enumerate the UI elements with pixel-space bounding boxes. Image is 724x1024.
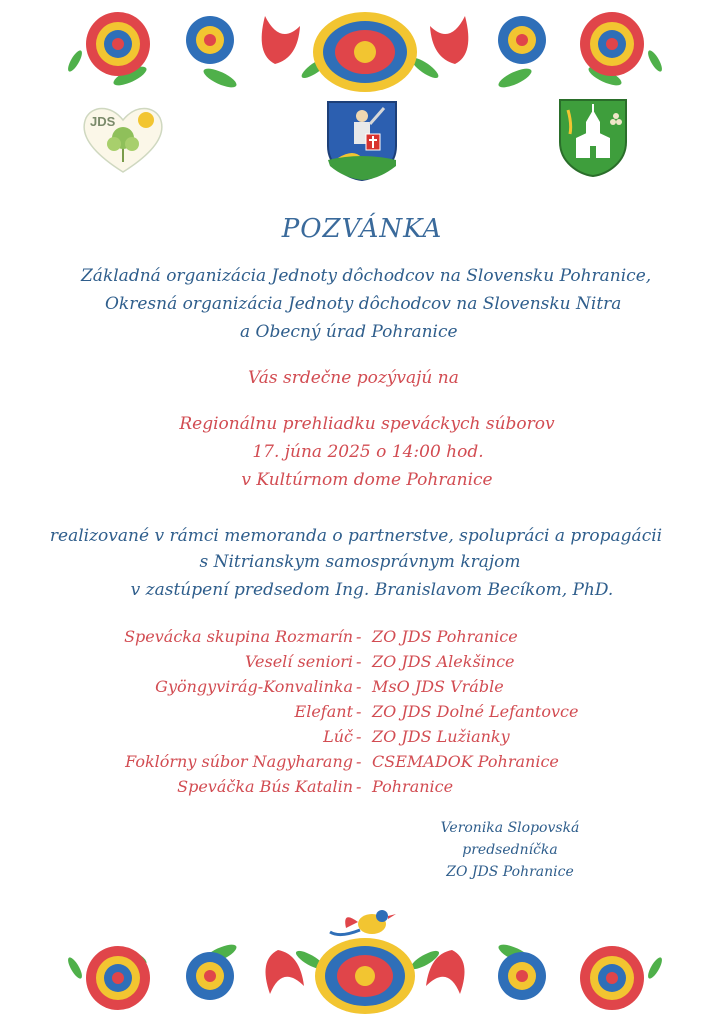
performer-name: Gyöngyvirág-Konvalinka [155, 677, 353, 696]
performer-org: ZO JDS Alekšince [372, 652, 515, 671]
context-line-3: v zastúpení predsedom Ing. Branislavom Becíkom, PhD. [130, 580, 614, 600]
context-line-2: s Nitrianskym samosprávnym krajom [199, 552, 521, 572]
performer-org: MsO JDS Vráble [372, 677, 504, 696]
red-flower-icon [580, 946, 644, 1010]
invitation-title: POZVÁNKA [281, 214, 443, 244]
bottom-folk-ornament [60, 904, 670, 1020]
invite-line: Vás srdečne pozývajú na [248, 368, 459, 388]
jds-logo-text: JDS [90, 114, 116, 129]
performer-name: Lúč [323, 727, 353, 746]
event-name: Regionálnu prehliadku speváckych súborov [179, 414, 555, 434]
center-flower-icon [313, 12, 417, 92]
red-flower-icon [86, 12, 150, 76]
performer-org: ZO JDS Pohranice [372, 627, 518, 646]
blue-flower-icon [498, 952, 546, 1000]
blue-flower-icon [498, 16, 546, 64]
context-line-1: realizované v rámci memoranda o partnerstve, spolupráci a propagácii [49, 526, 663, 546]
red-flower-icon [580, 12, 644, 76]
performer-name: Elefant [294, 702, 353, 721]
coat-of-arms-green [558, 98, 628, 178]
event-datetime: 17. júna 2025 o 14:00 hod. [252, 442, 484, 462]
event-place: v Kultúrnom dome Pohranice [241, 470, 493, 490]
performer-name: Spevácka skupina Rozmarín [124, 627, 353, 646]
top-folk-ornament [60, 6, 670, 106]
organizer-line-3: a Obecný úrad Pohranice [240, 322, 458, 342]
performer-name: Speváčka Bús Katalin [177, 777, 353, 796]
organizer-line-1: Základná organizácia Jednoty dôchodcov na Slovensku Pohranice, [81, 266, 652, 286]
blue-flower-icon [186, 16, 234, 64]
performer-separator: - [356, 702, 362, 721]
signature-role: predsedníčka [462, 842, 558, 858]
signature-org: ZO JDS Pohranice [446, 864, 574, 880]
performer-separator: - [356, 777, 362, 796]
performer-org: Pohranice [372, 777, 454, 796]
bird-icon [330, 910, 396, 935]
performer-separator: - [356, 627, 362, 646]
jds-heart-logo [78, 100, 168, 176]
performer-separator: - [356, 752, 362, 771]
organizer-line-2: Okresná organizácia Jednoty dôchodcov na Slovensku Nitra [105, 294, 622, 314]
coat-of-arms-blue [326, 100, 398, 182]
performer-separator: - [356, 652, 362, 671]
blue-flower-icon [186, 952, 234, 1000]
performer-name: Foklórny súbor Nagyharang [125, 752, 353, 771]
performer-name: Veselí seniori [244, 652, 353, 671]
performer-org: ZO JDS Dolné Lefantovce [372, 702, 579, 721]
performer-org: ZO JDS Lužianky [372, 727, 510, 746]
performer-separator: - [356, 727, 362, 746]
center-flower-icon [315, 938, 415, 1014]
performer-org: CSEMADOK Pohranice [372, 752, 559, 771]
performer-separator: - [356, 677, 362, 696]
signature-name: Veronika Slopovská [440, 820, 580, 836]
red-flower-icon [86, 946, 150, 1010]
